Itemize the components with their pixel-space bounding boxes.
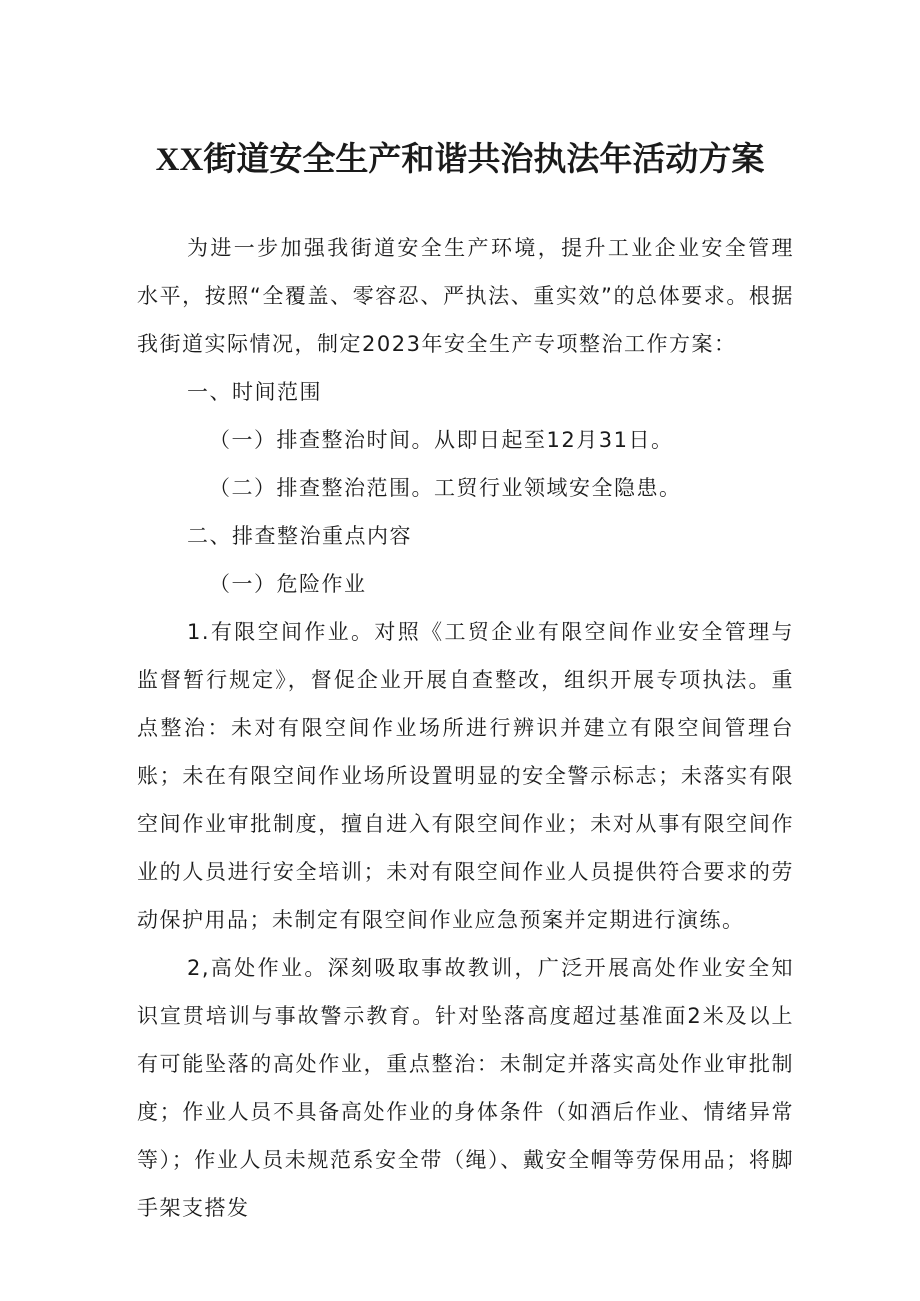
subsection-dangerous-work: （一）危险作业 [209, 572, 367, 596]
section-heading-time-range: 一、时间范围 [187, 380, 322, 404]
subsection-check-time: （一）排查整治时间。从即日起至12月31日。 [209, 428, 674, 452]
item-high-altitude: 2,高处作业。深刻吸取事故教训，广泛开展高处作业安全知识宣贯培训与事故警示教育。针对坠落高度超过基准面2米及以上有可能坠落的高处作业，重点整治：未制定并落实高处作业审批制度；作业人员不具备高处作业的身体条件（如酒后作业、情绪异常等）；作业人员未规范系安全带（绳）、戴安全帽等劳保用品；将脚手架支搭发 [137, 956, 794, 1220]
intro-paragraph: 为进一步加强我街道安全生产环境，提升工业企业安全管理水平，按照“全覆盖、零容忍、严执法、重实效”的总体要求。根据我街道实际情况，制定2023年安全生产专项整治工作方案： [137, 236, 794, 356]
document-body [137, 224, 794, 1232]
section-heading-key-content: 二、排查整治重点内容 [187, 524, 412, 548]
title-prefix: XX [155, 142, 204, 178]
title-text: 街道安全生产和谐共治执法年活动方案 [203, 139, 765, 178]
item-confined-space: 1.有限空间作业。对照《工贸企业有限空间作业安全管理与监督暂行规定》，督促企业开展自查整改，组织开展专项执法。重点整治：未对有限空间作业场所进行辨识并建立有限空间管理台账；未在有限空间作业场所设置明显的安全警示标志；未落实有限空间作业审批制度，擅自进入有限空间作业；未对从事有限空间作业的人员进行安全培训；未对有限空间作业人员提供符合要求的劳动保护用品；未制定有限空间作业应急预案并定期进行演练。 [137, 620, 794, 932]
subsection-check-scope: （二）排查整治范围。工贸行业领域安全隐患。 [209, 476, 682, 500]
document-title [0, 135, 920, 184]
